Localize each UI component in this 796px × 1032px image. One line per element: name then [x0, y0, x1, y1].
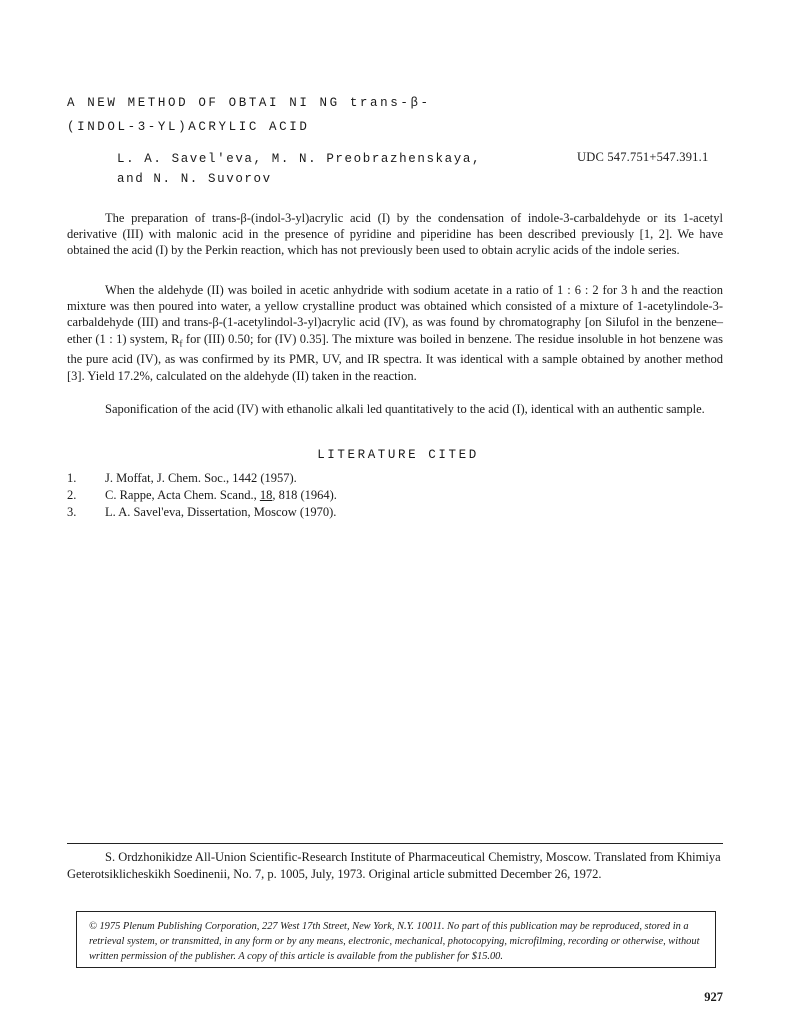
- udc-code: UDC 547.751+547.391.1: [577, 150, 709, 164]
- paragraph-2-text-b: for (III) 0.50; for (IV) 0.35]. The mixture was boiled in benzene. The residue insoluble in hot benzene was the pure acid (IV), as was confirmed by its PMR, UV, and IR spectra. It was identical with a sample obtained by another method [3]. Yield 17.2%, calculated on the aldehyde (II) taken in the reaction.: [67, 331, 723, 383]
- paragraph-1-text: The preparation of trans-β-(indol-3-yl)acrylic acid (I) by the condensation of indole-3-carbaldehyde or its 1-acetyl derivative (III) with malonic acid in the presence of pyridine and piperidine has been described previously [1, 2]. We have obtained the acid (I) by the Perkin reaction, which has not previously been used to obtain acrylic acids of the indole series.: [67, 211, 723, 258]
- affiliation-text: S. Ordzhonikidze All-Union Scientific-Research Institute of Pharmaceutical Chemistry, Moscow. Translated from Khimiya Geterotsiklicheskikh Soedinenii, No. 7, p. 1005, July, 1973. Original article submitted December 26, 1972.: [67, 850, 721, 881]
- reference-text-part: C. Rappe, Acta Chem. Scand.,: [105, 488, 260, 502]
- reference-item: [67, 504, 727, 521]
- affiliation-footnote: [67, 849, 723, 882]
- reference-text: J. Moffat, J. Chem. Soc., 1442 (1957).: [105, 471, 297, 485]
- paragraph-1: [67, 210, 723, 259]
- paragraph-2-text-a: When the aldehyde (II) was boiled in acetic anhydride with sodium acetate in a ratio of 1 : 6 : 2 for 3 h and the reaction mixture was then poured into water, a yellow crystalline product was obtained which consisted of a mixture of 1-acetylindole-3-carbaldehyde (III) and trans-β-(1-acetylindol-3-yl)acrylic acid (IV), as was found by chromatography [on Silufol in the benzene–ether (1 : 1) system, R: [67, 283, 723, 346]
- rf-subscript: f: [179, 338, 183, 349]
- reference-item: [67, 470, 727, 487]
- reference-item: [67, 487, 727, 504]
- footnote-divider: [67, 843, 723, 844]
- reference-text: L. A. Savel'eva, Dissertation, Moscow (1970).: [105, 505, 337, 519]
- paragraph-3-text: Saponification of the acid (IV) with ethanolic alkali led quantitatively to the acid (I), identical with an authentic sample.: [105, 402, 705, 416]
- reference-volume: 18: [259, 488, 273, 502]
- copyright-box: [76, 911, 716, 968]
- reference-text: [105, 487, 337, 504]
- paragraph-3: [67, 401, 723, 417]
- reference-number: 1.: [67, 471, 77, 485]
- article-title-line-2: (INDOL-3-YL)ACRYLIC ACID: [67, 120, 310, 134]
- literature-heading: LITERATURE CITED: [317, 448, 479, 462]
- article-title-line-1: A NEW METHOD OF OBTAI NI NG trans-β-: [67, 96, 431, 110]
- reference-number: 3.: [67, 505, 77, 519]
- authors-line-2: and N. N. Suvorov: [117, 172, 272, 186]
- reference-text-part: , 818 (1964).: [272, 488, 337, 502]
- authors-line-1: L. A. Savel'eva, M. N. Preobrazhenskaya,: [117, 152, 482, 166]
- copyright-text: © 1975 Plenum Publishing Corporation, 227 West 17th Street, New York, N.Y. 10011. No part of this publication may be reproduced, stored in a retrieval system, or transmitted, in any form or by any means, electronic, mechanical, photocopying, microfilming, recording or otherwise, without written permission of the publisher. A copy of this article is available from the publisher for $15.00.: [89, 921, 700, 962]
- reference-number: 2.: [67, 488, 77, 502]
- reference-list: [67, 470, 727, 521]
- paragraph-2: [67, 282, 723, 384]
- authors: [117, 149, 497, 189]
- page-number: 927: [704, 990, 723, 1004]
